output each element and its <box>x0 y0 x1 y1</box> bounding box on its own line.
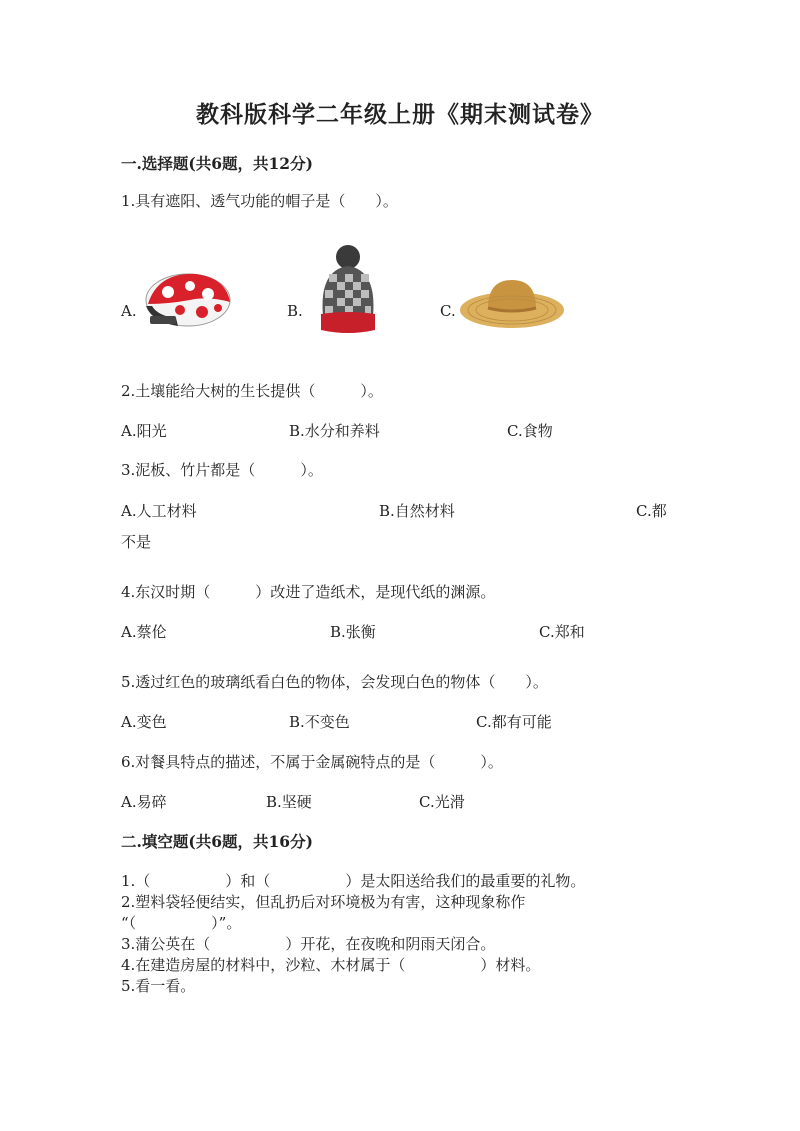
q3-option-c: C.都 <box>636 502 667 520</box>
fill-question-2-cont: “（ ）”。 <box>121 914 242 932</box>
q1-option-b-label: B. <box>287 302 303 320</box>
fill-question-4: 4.在建造房屋的材料中，沙粒、木材属于（ ）材料。 <box>121 956 541 974</box>
q5-option-b: B.不变色 <box>289 713 350 731</box>
question-2: 2.土壤能给大树的生长提供（ ）。 <box>121 382 383 400</box>
bicycle-helmet-image <box>138 266 234 334</box>
question-6: 6.对餐具特点的描述，不属于金属碗特点的是（ ）。 <box>121 753 503 771</box>
q2-option-c: C.食物 <box>507 422 553 440</box>
q3-option-b: B.自然材料 <box>379 502 455 520</box>
question-5: 5.透过红色的玻璃纸看白色的物体，会发现白色的物体（ ）。 <box>121 673 548 691</box>
q3-option-a: A.人工材料 <box>121 502 197 520</box>
question-3: 3.泥板、竹片都是（ ）。 <box>121 461 323 479</box>
knit-beanie-image <box>315 244 381 336</box>
page-title: 教科版科学二年级上册《期末测试卷》 <box>196 101 604 128</box>
fill-question-5: 5.看一看。 <box>121 977 196 995</box>
question-4: 4.东汉时期（ ）改进了造纸术，是现代纸的渊源。 <box>121 583 496 601</box>
q2-option-a: A.阳光 <box>121 422 167 440</box>
q6-option-c: C.光滑 <box>419 793 465 811</box>
q5-option-c: C.都有可能 <box>476 713 552 731</box>
q4-option-a: A.蔡伦 <box>121 623 167 641</box>
q5-option-a: A.变色 <box>121 713 167 731</box>
q6-option-b: B.坚硬 <box>266 793 312 811</box>
q6-option-a: A.易碎 <box>121 793 167 811</box>
section-heading-choice: 一.选择题(共6题，共12分) <box>121 154 313 173</box>
q4-option-b: B.张衡 <box>330 623 376 641</box>
q4-option-c: C.郑和 <box>539 623 585 641</box>
q1-option-c-label: C. <box>440 302 456 320</box>
question-1: 1.具有遮阳、透气功能的帽子是（ ）。 <box>121 192 398 210</box>
fill-question-1: 1.（ ）和（ ）是太阳送给我们的最重要的礼物。 <box>121 872 586 890</box>
straw-hat-image <box>458 274 566 332</box>
q3-option-c-wrap: 不是 <box>121 533 152 551</box>
q1-option-a-label: A. <box>121 302 137 320</box>
q2-option-b: B.水分和养料 <box>289 422 380 440</box>
fill-question-2: 2.塑料袋轻便结实，但乱扔后对环境极为有害，这种现象称作 <box>121 893 526 911</box>
fill-question-3: 3.蒲公英在（ ）开花，在夜晚和阴雨天闭合。 <box>121 935 496 953</box>
section-heading-fill: 二.填空题(共6题，共16分) <box>121 832 313 851</box>
